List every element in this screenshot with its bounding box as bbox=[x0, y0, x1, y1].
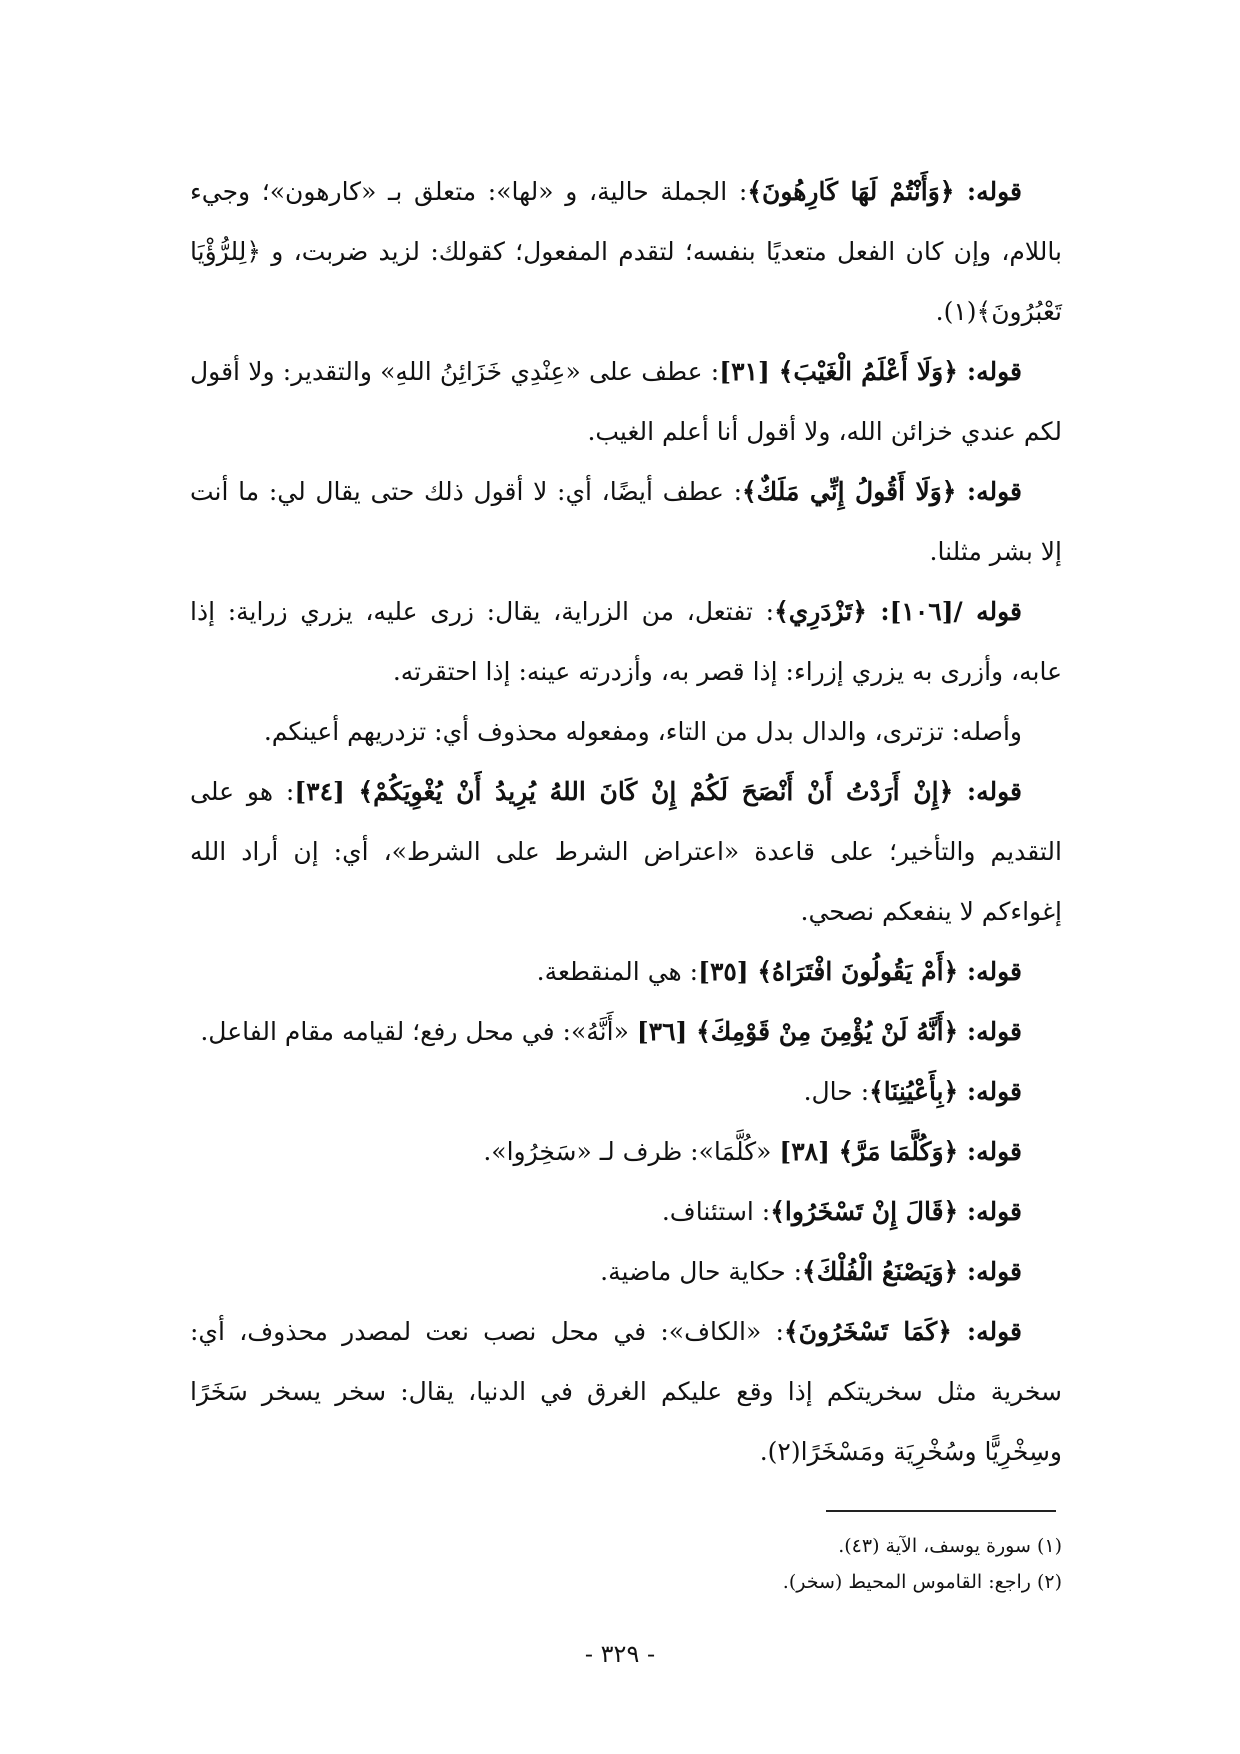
quran-verse: ﴿وَلَا أَعْلَمُ الْغَيْبَ﴾ bbox=[778, 357, 958, 386]
paragraph-lead: قوله: bbox=[958, 1257, 1022, 1286]
verse-ref: [٣٨] bbox=[779, 1137, 839, 1166]
paragraph bbox=[190, 1302, 1062, 1482]
quran-verse: ﴿وَلَا أَقُولُ إِنِّي مَلَكٌ﴾ bbox=[742, 477, 957, 506]
paragraph-lead: قوله: bbox=[951, 1317, 1022, 1346]
paragraph-text: «أَنَّهُ»: في محل رفع؛ لقيامه مقام الفاعل. bbox=[200, 1017, 637, 1046]
verse-ref: [٣٥] bbox=[698, 957, 758, 986]
paragraph-lead: قوله: bbox=[954, 177, 1022, 206]
paragraph bbox=[190, 162, 1062, 342]
page-body bbox=[190, 162, 1062, 1482]
paragraph bbox=[190, 582, 1062, 702]
paragraph-lead: قوله: bbox=[958, 1197, 1022, 1226]
paragraph bbox=[190, 462, 1062, 582]
paragraph-lead: قوله: bbox=[958, 1017, 1022, 1046]
quran-verse: ﴿قَالَ إِنْ تَسْخَرُوا﴾ bbox=[770, 1197, 959, 1226]
paragraph-lead: قوله: bbox=[958, 957, 1022, 986]
quran-verse: ﴿وَأَنْتُمْ لَهَا كَارِهُونَ﴾ bbox=[747, 177, 955, 206]
paragraph-text: وأصله: تزترى، والدال بدل من التاء، ومفعوله محذوف أي: تزدريهم أعينكم. bbox=[263, 717, 1022, 746]
paragraph-text: : الجملة حالية، و «لها»: متعلق بـ «كارهون»؛ وجيء باللام، وإن كان الفعل متعديًا بنفسه؛ لتقدم المفعول؛ كقولك: لزيد ضربت، و ﴿لِلرُّؤْيَا تَعْبُرُونَ﴾(١). bbox=[190, 177, 1062, 326]
quran-verse: ﴿تَزْدَرِي﴾ bbox=[774, 597, 867, 626]
paragraph-text: «كُلَّمَا»: ظرف لـ «سَخِرُوا». bbox=[483, 1137, 780, 1166]
paragraph-text: : «الكاف»: في محل نصب نعت لمصدر محذوف، أي: سخرية مثل سخريتكم إذا وقع عليكم الغرق في الدنيا، يقال: سخر يسخر سَخَرًا وسِخْرِيًّا وسُخْرِيَة ومَسْخَرًا(٢). bbox=[190, 1317, 1062, 1466]
quran-verse: ﴿وَكُلَّمَا مَرَّ﴾ bbox=[838, 1137, 959, 1166]
paragraph-text: : استئناف. bbox=[661, 1197, 771, 1226]
paragraph bbox=[190, 1182, 1062, 1242]
paragraph-text: : تفتعل، من الزراية، يقال: زرى عليه، يزري زراية: إذا عابه، وأزرى به يزري إزراء: إذا قصر به، وأزدرته عينه: إذا احتقرته. bbox=[190, 597, 1062, 686]
quran-verse: ﴿أَمْ يَقُولُونَ افْتَرَاهُ﴾ bbox=[757, 957, 959, 986]
paragraph-text: : هو على التقديم والتأخير؛ على قاعدة «اعتراض الشرط على الشرط»، أي: إن أراد الله إغواءكم لا ينفعكم نصحي. bbox=[190, 777, 1062, 926]
paragraph-text: : عطف على «عِنْدِي خَزَائِنُ اللهِ» والتقدير: ولا أقول لكم عندي خزائن الله، ولا أقول أنا أعلم الغيب. bbox=[190, 357, 1062, 446]
paragraph-lead: قوله: bbox=[953, 777, 1022, 806]
paragraph-lead: قوله /[١٠٦]: bbox=[866, 597, 1023, 626]
paragraph bbox=[190, 1122, 1062, 1182]
verse-ref: [٣٤] bbox=[294, 777, 359, 806]
quran-verse: ﴿إِنْ أَرَدْتُ أَنْ أَنْصَحَ لَكُمْ إِنْ كَانَ اللهُ يُرِيدُ أَنْ يُغْوِيَكُمْ﴾ bbox=[358, 777, 954, 806]
page-number: - ٣٢٩ - bbox=[584, 1640, 656, 1668]
paragraph bbox=[190, 1002, 1062, 1062]
verse-ref: [٣١] bbox=[719, 357, 779, 386]
paragraph-lead: قوله: bbox=[958, 1077, 1022, 1106]
paragraph-text: : عطف أيضًا، أي: لا أقول ذلك حتى يقال لي: ما أنت إلا بشر مثلنا. bbox=[190, 477, 1062, 566]
paragraph-lead: قوله: bbox=[957, 357, 1022, 386]
paragraph bbox=[190, 342, 1062, 462]
paragraph bbox=[190, 1242, 1062, 1302]
footnotes bbox=[600, 1528, 1062, 1600]
footnote: (١) سورة يوسف، الآية (٤٣). bbox=[838, 1535, 1062, 1557]
footnote: (٢) راجع: القاموس المحيط (سخر). bbox=[782, 1571, 1062, 1593]
paragraph bbox=[190, 702, 1062, 762]
paragraph bbox=[190, 942, 1062, 1002]
footnote-divider bbox=[826, 1510, 1056, 1512]
paragraph-lead: قوله: bbox=[958, 1137, 1022, 1166]
quran-verse: ﴿وَيَصْنَعُ الْفُلْكَ﴾ bbox=[802, 1257, 959, 1286]
verse-ref: [٣٦] bbox=[636, 1017, 697, 1046]
quran-verse: ﴿كَمَا تَسْخَرُونَ﴾ bbox=[783, 1317, 952, 1346]
paragraph-text: : هي المنقطعة. bbox=[536, 957, 699, 986]
paragraph bbox=[190, 762, 1062, 942]
quran-verse: ﴿أَنَّهُ لَنْ يُؤْمِنَ مِنْ قَوْمِكَ﴾ bbox=[696, 1017, 959, 1046]
quran-verse: ﴿بِأَعْيُنِنَا﴾ bbox=[869, 1077, 959, 1106]
paragraph bbox=[190, 1062, 1062, 1122]
paragraph-lead: قوله: bbox=[956, 477, 1022, 506]
paragraph-text: : حال. bbox=[803, 1077, 870, 1106]
paragraph-text: : حكاية حال ماضية. bbox=[600, 1257, 803, 1286]
